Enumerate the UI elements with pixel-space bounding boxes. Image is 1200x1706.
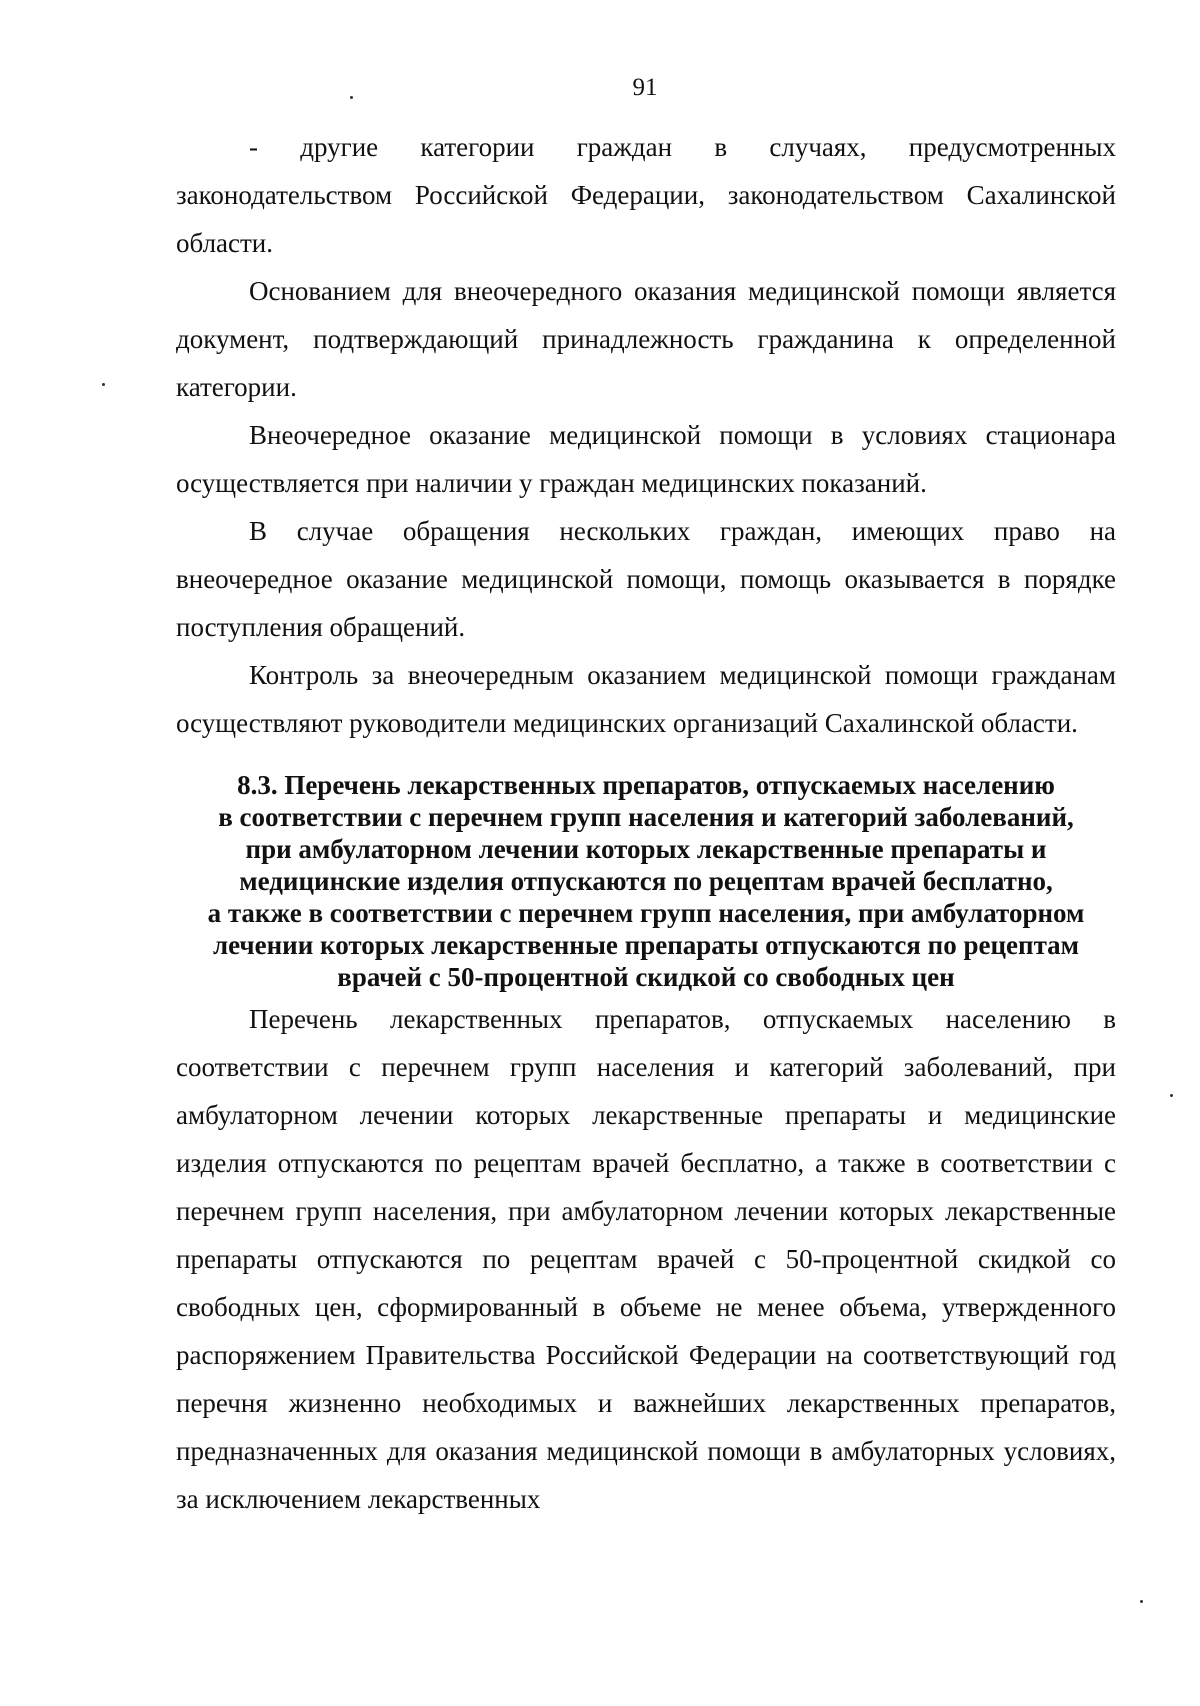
document-body bbox=[176, 123, 1116, 1523]
scan-speck bbox=[102, 383, 105, 386]
section-heading-line: в соответствии с перечнем групп населения и категорий заболеваний, bbox=[218, 802, 1074, 832]
section-heading-line: а также в соответствии с перечнем групп населения, при амбулаторном bbox=[207, 898, 1085, 928]
section-heading-line: при амбулаторном лечении которых лекарственные препараты и bbox=[245, 834, 1047, 864]
section-heading-line: медицинские изделия отпускаются по рецептам врачей бесплатно, bbox=[239, 866, 1053, 896]
scan-speck bbox=[350, 96, 353, 99]
section-heading-line: врачей с 50-процентной скидкой со свободных цен bbox=[337, 962, 955, 992]
paragraph-inpatient: Внеочередное оказание медицинской помощи в условиях стационара осуществляется при наличии у граждан медицинских показаний. bbox=[176, 420, 1116, 498]
scan-speck bbox=[1170, 1094, 1173, 1097]
section-heading-line: 8.3. Перечень лекарственных препаратов, отпускаемых населению bbox=[237, 770, 1055, 800]
paragraph-drug-list: Перечень лекарственных препаратов, отпускаемых населению в соответствии с перечнем групп населения и категорий заболеваний, при амбулаторном лечении которых лекарственные препараты и медицинские изделия отпускаются по рецептам врачей бесплатно, а также в соответствии с перечнем групп населения, при амбулаторном лечении которых лекарственные препараты отпускаются по рецептам врачей с 50-процентной скидкой со свободных цен, сформированный в объеме не менее объема, утвержденного распоряжением Правительства Российской Федерации на соответствующий год перечня жизненно необходимых и важнейших лекарственных препаратов, предназначенных для оказания медицинской помощи в амбулаторных условиях, за исключением лекарственных bbox=[176, 1004, 1116, 1514]
section-heading bbox=[176, 769, 1116, 993]
scan-speck bbox=[1140, 1600, 1143, 1603]
paragraph-other-categories: - другие категории граждан в случаях, предусмотренных законодательством Российской Федерации, законодательством Сахалинской области. bbox=[176, 132, 1116, 258]
section-heading-line: лечении которых лекарственные препараты отпускаются по рецептам bbox=[212, 930, 1080, 960]
paragraph-multiple-requests: В случае обращения нескольких граждан, имеющих право на внеочередное оказание медицинской помощи, помощь оказывается в порядке поступления обращений. bbox=[176, 516, 1116, 642]
paragraph-basis: Основанием для внеочередного оказания медицинской помощи является документ, подтверждающий принадлежность гражданина к определенной категории. bbox=[176, 276, 1116, 402]
page-number: 91 bbox=[632, 74, 658, 101]
paragraph-control: Контроль за внеочередным оказанием медицинской помощи гражданам осуществляют руководители медицинских организаций Сахалинской области. bbox=[176, 660, 1116, 738]
